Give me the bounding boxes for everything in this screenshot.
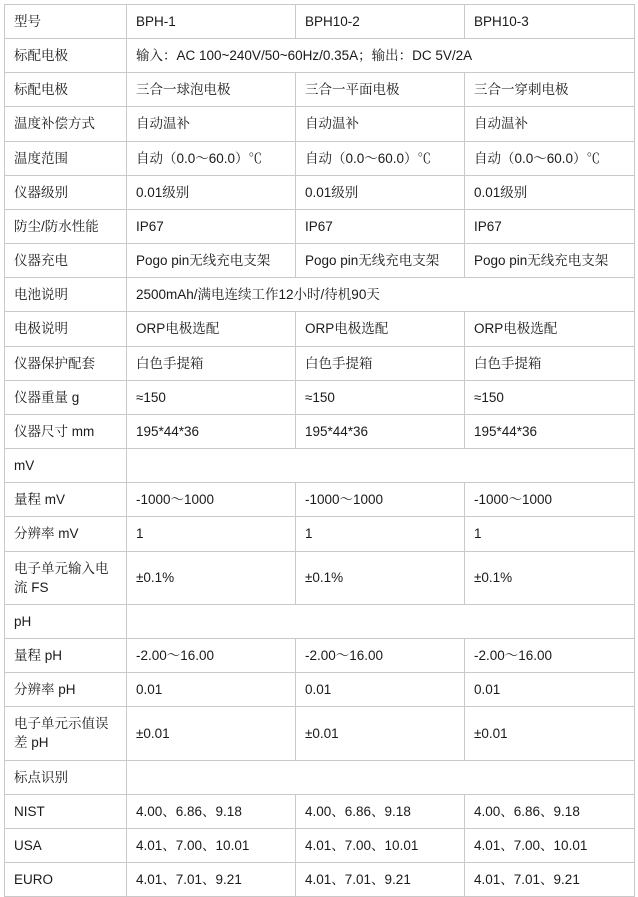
table-cell: Pogo pin无线充电支架 bbox=[465, 244, 635, 278]
row-label: USA bbox=[5, 828, 127, 862]
table-row bbox=[5, 707, 635, 760]
table-row bbox=[5, 673, 635, 707]
table-cell: 0.01级别 bbox=[296, 175, 465, 209]
table-cell: ±0.1% bbox=[296, 551, 465, 604]
table-cell: ≈150 bbox=[296, 380, 465, 414]
table-row bbox=[5, 278, 635, 312]
row-label: 标配电极 bbox=[5, 73, 127, 107]
table-row bbox=[5, 414, 635, 448]
table-cell: 白色手提箱 bbox=[296, 346, 465, 380]
section-filler-cell bbox=[127, 760, 635, 794]
row-label: pH bbox=[5, 604, 127, 638]
table-cell: ±0.1% bbox=[465, 551, 635, 604]
table-row bbox=[5, 5, 635, 39]
table-cell: 4.00、6.86、9.18 bbox=[127, 794, 296, 828]
table-cell: -1000～1000 bbox=[465, 483, 635, 517]
row-label: 电池说明 bbox=[5, 278, 127, 312]
table-cell: 0.01 bbox=[465, 673, 635, 707]
table-cell: 0.01 bbox=[296, 673, 465, 707]
table-cell: 自动（0.0～60.0）℃ bbox=[296, 141, 465, 175]
table-row bbox=[5, 863, 635, 897]
row-label: 电极说明 bbox=[5, 312, 127, 346]
row-label: 电子单元输入电流 FS bbox=[5, 551, 127, 604]
row-label: 量程 pH bbox=[5, 638, 127, 672]
table-cell: 自动温补 bbox=[296, 107, 465, 141]
table-cell: 1 bbox=[465, 517, 635, 551]
table-row bbox=[5, 794, 635, 828]
table-cell: BPH-1 bbox=[127, 5, 296, 39]
section-filler-cell bbox=[127, 449, 635, 483]
table-cell: 0.01 bbox=[127, 673, 296, 707]
row-label: NIST bbox=[5, 794, 127, 828]
table-cell: 195*44*36 bbox=[296, 414, 465, 448]
table-row bbox=[5, 244, 635, 278]
row-label: 防尘/防水性能 bbox=[5, 209, 127, 243]
table-cell: 4.01、7.01、9.21 bbox=[127, 863, 296, 897]
table-cell: 1 bbox=[127, 517, 296, 551]
row-label: 仪器充电 bbox=[5, 244, 127, 278]
table-cell: 195*44*36 bbox=[465, 414, 635, 448]
row-label: 标点识别 bbox=[5, 760, 127, 794]
table-row bbox=[5, 517, 635, 551]
table-cell: IP67 bbox=[296, 209, 465, 243]
row-label: 量程 mV bbox=[5, 483, 127, 517]
table-cell: 自动温补 bbox=[465, 107, 635, 141]
table-cell: 输入：AC 100~240V/50~60Hz/0.35A；输出：DC 5V/2A bbox=[127, 39, 635, 73]
table-cell: ±0.01 bbox=[127, 707, 296, 760]
table-cell: Pogo pin无线充电支架 bbox=[296, 244, 465, 278]
row-label: mV bbox=[5, 449, 127, 483]
table-cell: 4.00、6.86、9.18 bbox=[296, 794, 465, 828]
table-cell: 4.01、7.00、10.01 bbox=[127, 828, 296, 862]
table-cell: BPH10-2 bbox=[296, 5, 465, 39]
table-row bbox=[5, 175, 635, 209]
table-cell: IP67 bbox=[127, 209, 296, 243]
table-cell: -1000～1000 bbox=[296, 483, 465, 517]
row-label: 电子单元示值误差 pH bbox=[5, 707, 127, 760]
row-label: 仪器尺寸 mm bbox=[5, 414, 127, 448]
table-cell: ±0.01 bbox=[296, 707, 465, 760]
table-cell: ORP电极选配 bbox=[296, 312, 465, 346]
table-cell: 4.00、6.86、9.18 bbox=[465, 794, 635, 828]
table-cell: 自动（0.0～60.0）℃ bbox=[465, 141, 635, 175]
table-cell: 自动温补 bbox=[127, 107, 296, 141]
table-cell: 4.01、7.00、10.01 bbox=[465, 828, 635, 862]
row-label: 仪器重量 g bbox=[5, 380, 127, 414]
row-label: EURO bbox=[5, 863, 127, 897]
row-label: 标配电极 bbox=[5, 39, 127, 73]
table-cell: ORP电极选配 bbox=[127, 312, 296, 346]
table-cell: -2.00～16.00 bbox=[465, 638, 635, 672]
table-row bbox=[5, 209, 635, 243]
table-cell: ORP电极选配 bbox=[465, 312, 635, 346]
table-cell: 4.01、7.00、10.01 bbox=[296, 828, 465, 862]
table-row bbox=[5, 638, 635, 672]
row-label: 温度补偿方式 bbox=[5, 107, 127, 141]
row-label: 分辨率 pH bbox=[5, 673, 127, 707]
section-filler-cell bbox=[127, 604, 635, 638]
table-cell: ±0.01 bbox=[465, 707, 635, 760]
table-row bbox=[5, 107, 635, 141]
row-label: 仪器级别 bbox=[5, 175, 127, 209]
table-cell: 白色手提箱 bbox=[127, 346, 296, 380]
table-row bbox=[5, 380, 635, 414]
table-cell: 三合一平面电极 bbox=[296, 73, 465, 107]
table-cell: -1000～1000 bbox=[127, 483, 296, 517]
table-cell: 自动（0.0～60.0）℃ bbox=[127, 141, 296, 175]
row-label: 分辨率 mV bbox=[5, 517, 127, 551]
table-cell: 4.01、7.01、9.21 bbox=[296, 863, 465, 897]
row-label: 温度范围 bbox=[5, 141, 127, 175]
specification-table bbox=[4, 4, 635, 897]
table-cell: 三合一球泡电极 bbox=[127, 73, 296, 107]
table-cell: ≈150 bbox=[127, 380, 296, 414]
table-cell: 1 bbox=[296, 517, 465, 551]
table-cell: 0.01级别 bbox=[127, 175, 296, 209]
table-cell: ±0.1% bbox=[127, 551, 296, 604]
table-cell: 195*44*36 bbox=[127, 414, 296, 448]
spec-table-body bbox=[5, 5, 635, 897]
table-cell: 4.01、7.01、9.21 bbox=[465, 863, 635, 897]
table-cell: ≈150 bbox=[465, 380, 635, 414]
row-label: 型号 bbox=[5, 5, 127, 39]
table-row bbox=[5, 760, 635, 794]
table-row bbox=[5, 141, 635, 175]
table-cell: BPH10-3 bbox=[465, 5, 635, 39]
table-cell: -2.00～16.00 bbox=[127, 638, 296, 672]
table-row bbox=[5, 483, 635, 517]
table-row bbox=[5, 73, 635, 107]
table-row bbox=[5, 828, 635, 862]
table-cell: IP67 bbox=[465, 209, 635, 243]
row-label: 仪器保护配套 bbox=[5, 346, 127, 380]
table-cell: 0.01级别 bbox=[465, 175, 635, 209]
table-row bbox=[5, 39, 635, 73]
table-row bbox=[5, 449, 635, 483]
table-cell: 三合一穿刺电极 bbox=[465, 73, 635, 107]
table-row bbox=[5, 604, 635, 638]
table-cell: 白色手提箱 bbox=[465, 346, 635, 380]
table-row bbox=[5, 551, 635, 604]
table-row bbox=[5, 346, 635, 380]
table-cell: -2.00～16.00 bbox=[296, 638, 465, 672]
table-cell: Pogo pin无线充电支架 bbox=[127, 244, 296, 278]
table-cell: 2500mAh/满电连续工作12小时/待机90天 bbox=[127, 278, 635, 312]
table-row bbox=[5, 312, 635, 346]
